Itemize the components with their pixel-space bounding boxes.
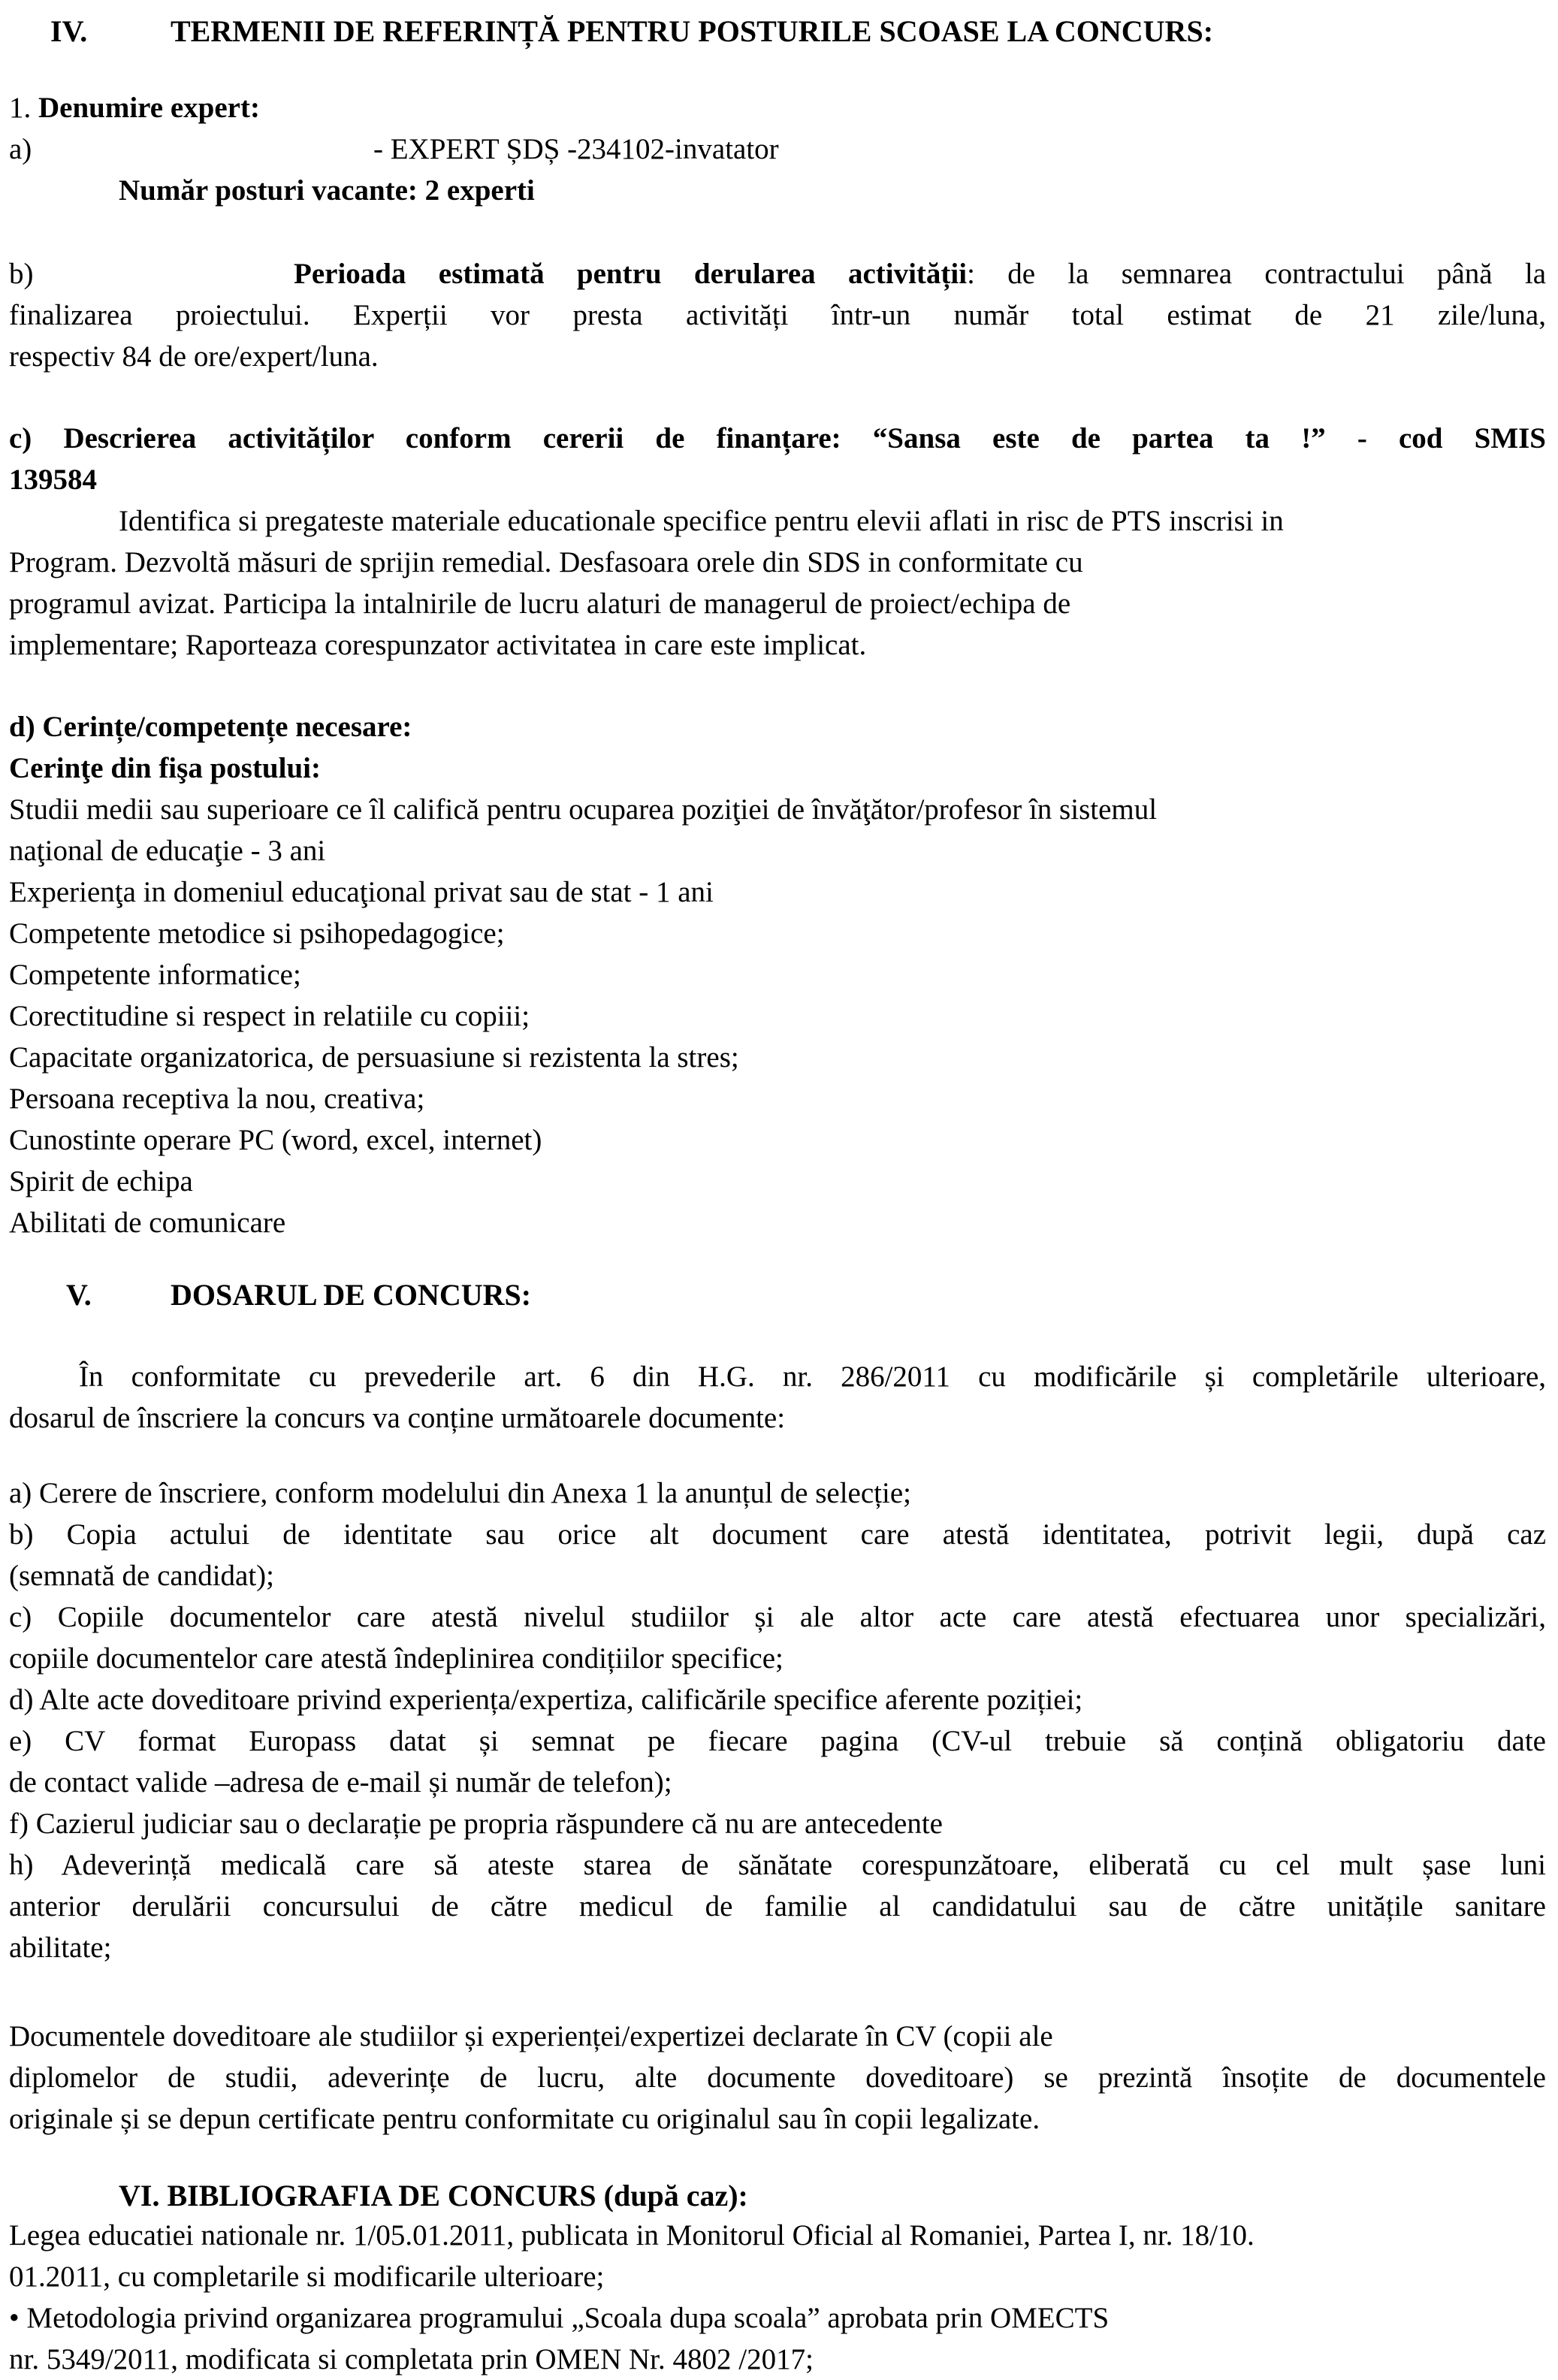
- period-label: Perioada estimată pentru derularea activității: [294, 258, 968, 290]
- dosar-intro-line-1: În conformitate cu prevederile art. 6 din H.G. nr. 286/2011 cu modificările și completările ulterioare,: [79, 1361, 1546, 1393]
- expert-position-code: - EXPERT ȘDȘ -234102-invatator: [373, 133, 779, 165]
- activities-line-2: Program. Dezvoltă măsuri de sprijin remedial. Desfasoara orele din SDS in conformitate cu: [9, 546, 1083, 578]
- closing-line: originale și se depun certificate pentru conformitate cu originalul sau în copii legalizate.: [9, 2103, 1040, 2135]
- b-marker: b): [9, 258, 34, 290]
- requirement-item: Persoana receptiva la nou, creativa;: [9, 1083, 425, 1115]
- denumire-label: Denumire expert:: [38, 92, 260, 124]
- activities-line-3: programul avizat. Participa la intalnirile de lucru alaturi de managerul de proiect/echipa de: [9, 587, 1071, 620]
- requirement-item: Competente metodice si psihopedagogice;: [9, 917, 505, 950]
- requirement-item: Studii medii sau superioare ce îl califică pentru ocuparea poziţiei de învăţător/profesor în sistemul: [9, 793, 1158, 826]
- dosar-document-line: anterior derulării concursului de către medicul de familie al candidatului sau de către unitățile sanitare: [9, 1890, 1546, 1922]
- period-block: [9, 253, 1546, 377]
- dosar-document-line: (semnată de candidat);: [9, 1560, 274, 1592]
- section-v-numeral: V.: [66, 1278, 92, 1312]
- item-number: 1.: [9, 92, 32, 124]
- section-v-title: DOSARUL DE CONCURS:: [171, 1278, 532, 1312]
- requirements-subtitle: Cerinţe din fişa postului:: [9, 752, 321, 784]
- activities-heading-line-1: c) Descrierea activităților conform cererii de finanțare: “Sansa este de partea ta !” - cod SMIS: [9, 422, 1546, 455]
- dosar-document-line: de contact valide –adresa de e-mail și număr de telefon);: [9, 1766, 672, 1799]
- period-text-1: : de la semnarea contractului până la: [967, 258, 1547, 290]
- bibliography-line: • Metodologia privind organizarea programului „Scoala dupa scoala” aprobata prin OMECTS: [9, 2302, 1110, 2334]
- requirement-item: naţional de educaţie - 3 ani: [9, 835, 326, 867]
- dosar-document-line: h) Adeverință medicală care să ateste starea de sănătate corespunzătoare, eliberată cu cel mult șase luni: [9, 1849, 1546, 1881]
- section-v-heading: [66, 1274, 531, 1315]
- dosar-document-line: c) Copiile documentelor care atestă nivelul studiilor și ale altor acte care atestă efectuarea unor specializări,: [9, 1601, 1546, 1633]
- section-iv-numeral: IV.: [50, 14, 88, 48]
- activities-body: [9, 500, 1546, 666]
- dosar-document-line: a) Cerere de înscriere, conform modelului din Anexa 1 la anunțul de selecție;: [9, 1477, 911, 1509]
- bibliography-line: 01.2011, cu completarile si modificarile ulterioare;: [9, 2261, 605, 2293]
- period-line-3: respectiv 84 de ore/expert/luna.: [9, 340, 379, 373]
- section-vi-heading: VI. BIBLIOGRAFIA DE CONCURS (după caz):: [119, 2179, 748, 2212]
- a-marker: a): [9, 133, 32, 165]
- dosar-documents-list: [9, 1472, 1546, 1968]
- activities-heading-line-2: 139584: [9, 464, 97, 496]
- bibliography-list: [9, 2215, 1546, 2380]
- dosar-document-line: e) CV format Europass datat și semnat pe fiecare pagina (CV-ul trebuie să conțină obligatoriu date: [9, 1725, 1546, 1757]
- dosar-document-line: d) Alte acte doveditoare privind experiența/expertiza, calificările specifice aferente poziției;: [9, 1684, 1083, 1716]
- dosar-intro-line-2: dosarul de înscriere la concurs va conține următoarele documente:: [9, 1402, 786, 1434]
- requirement-item: Spirit de echipa: [9, 1165, 193, 1198]
- period-line-1: [9, 253, 1546, 294]
- requirement-item: Corectitudine si respect in relatiile cu copiii;: [9, 1000, 530, 1032]
- requirement-item: Capacitate organizatorica, de persuasiune si rezistenta la stres;: [9, 1041, 739, 1074]
- closing-line: Documentele doveditoare ale studiilor și experienței/expertizei declarate în CV (copii ale: [9, 2020, 1053, 2052]
- requirement-item: Cunostinte operare PC (word, excel, internet): [9, 1124, 542, 1156]
- requirement-item: Abilitati de comunicare: [9, 1207, 286, 1239]
- activities-line-4: implementare; Raporteaza corespunzator activitatea in care este implicat.: [9, 629, 867, 661]
- expert-a-row: [9, 128, 32, 170]
- requirements-list: [9, 789, 1546, 1243]
- dosar-intro: [9, 1356, 1546, 1439]
- vacancies-count: Număr posturi vacante: 2 experti: [119, 174, 535, 207]
- closing-line: diplomelor de studii, adeverințe de lucru, alte documente doveditoare) se prezintă însoțite de documentele: [9, 2061, 1546, 2094]
- dosar-document-line: f) Cazierul judiciar sau o declarație pe propria răspundere că nu are antecedente: [9, 1808, 943, 1840]
- requirements-title: d) Cerințe/competențe necesare:: [9, 711, 412, 743]
- dosar-document-line: copiile documentelor care atestă îndeplinirea condițiilor specifice;: [9, 1642, 784, 1675]
- dosar-closing-paragraph: [9, 2016, 1546, 2140]
- section-iv-heading: [50, 11, 1213, 52]
- expert-name-label: [9, 87, 260, 128]
- bibliography-line: Legea educatiei nationale nr. 1/05.01.2011, publicata in Monitorul Oficial al Romaniei, Partea I, nr. 18/10.: [9, 2219, 1255, 2252]
- dosar-document-line: b) Copia actului de identitate sau orice alt document care atestă identitatea, potrivit legii, după caz: [9, 1518, 1546, 1551]
- activities-line-1: Identifica si pregateste materiale educationale specifice pentru elevii aflati in risc de PTS inscrisi in: [119, 505, 1284, 537]
- requirements-heading: [9, 706, 1546, 789]
- period-line-2: finalizarea proiectului. Experții vor presta activități într-un număr total estimat de 21 zile/luna,: [9, 299, 1546, 331]
- bibliography-line: nr. 5349/2011, modificata si completata prin OMEN Nr. 4802 /2017;: [9, 2343, 814, 2375]
- section-iv-title: TERMENII DE REFERINȚĂ PENTRU POSTURILE SCOASE LA CONCURS:: [171, 14, 1214, 48]
- activities-heading: [9, 418, 1546, 500]
- requirement-item: Experienţa in domeniul educaţional privat sau de stat - 1 ani: [9, 876, 714, 908]
- requirement-item: Competente informatice;: [9, 959, 301, 991]
- dosar-document-line: abilitate;: [9, 1931, 112, 1964]
